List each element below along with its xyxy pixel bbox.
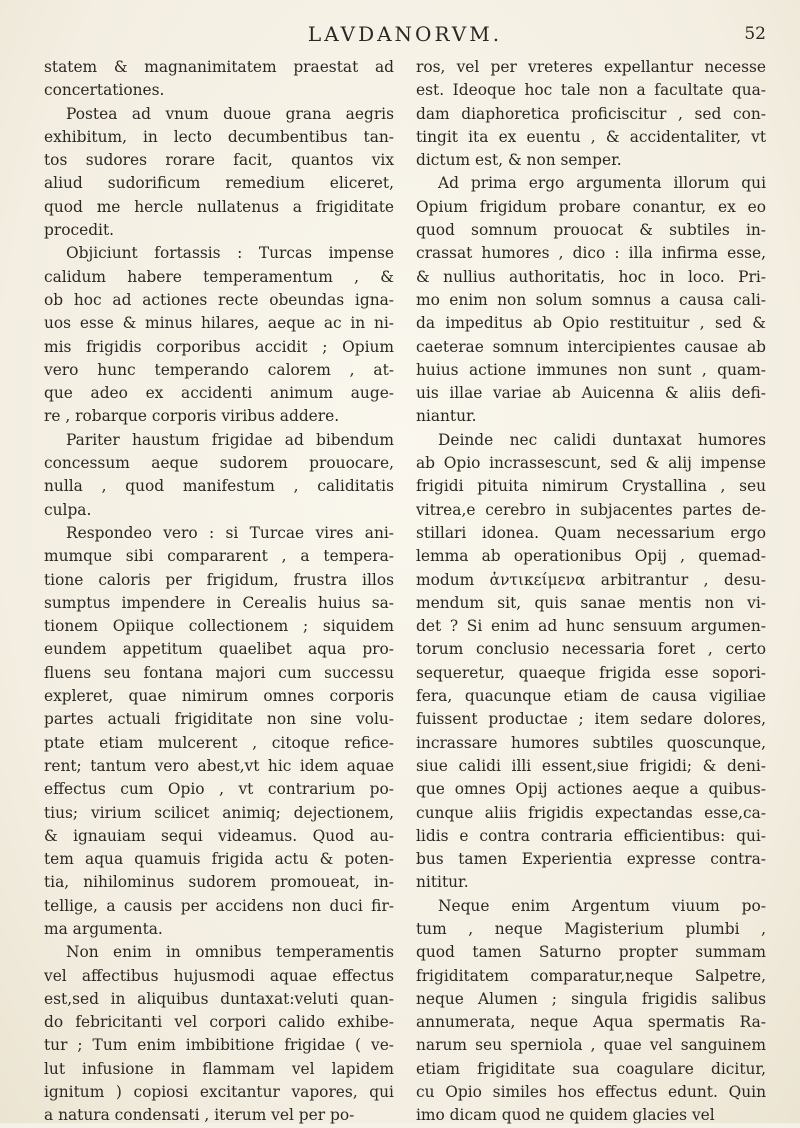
text-line: eundem appetitum quaelibet aqua pro- bbox=[44, 640, 394, 659]
text-line: fuissent productae ; item sedare dolores, bbox=[416, 710, 766, 729]
text-line: nulla , quod manifestum , caliditatis bbox=[44, 477, 394, 496]
text-line: huius actione immunes non sunt , quam- bbox=[416, 360, 766, 379]
text-line: rent; tantum vero abest,vt hic idem aquae bbox=[44, 756, 394, 775]
text-line: frigidi pituita nimirum Crystallina , seu bbox=[416, 477, 766, 496]
text-line: ob hoc ad actiones recte obeundas igna- bbox=[44, 290, 394, 309]
text-columns bbox=[44, 56, 766, 1128]
text-line: Postea ad vnum duoue grana aegris bbox=[66, 104, 394, 123]
text-line: aliud sudorificum remedium eliceret, bbox=[44, 174, 394, 193]
text-line: do febricitanti vel corpori calido exhibe- bbox=[44, 1013, 394, 1032]
text-line: modum ἀντικείμενα arbitrantur , desu- bbox=[416, 570, 766, 589]
page-number: 52 bbox=[744, 24, 766, 44]
text-line: concertationes. bbox=[44, 81, 165, 100]
text-line: fluens seu fontana majori cum successu bbox=[44, 663, 394, 682]
text-line: ptate etiam mulcerent , citoque refice- bbox=[44, 733, 394, 752]
text-line: que omnes Opij actiones aeque a quibus- bbox=[416, 780, 766, 799]
text-line: culpa. bbox=[44, 500, 92, 519]
text-line: ros, vel per vreteres expellantur necesse bbox=[416, 58, 766, 76]
text-line: & ignauiam sequi videamus. Quod au- bbox=[44, 826, 394, 845]
text-line: quod somnum prouocat & subtiles in- bbox=[416, 221, 766, 240]
text-line: cunque aliis frigidis expectandas esse,ca- bbox=[416, 803, 766, 822]
text-line: nititur. bbox=[416, 873, 469, 892]
text-line: vitrea,e cerebro in subjacentes partes de- bbox=[416, 500, 766, 519]
text-line: tia, nihilominus sudorem promoueat, in- bbox=[44, 873, 394, 892]
text-line: niantur. bbox=[416, 407, 477, 426]
text-line: re , robarque corporis viribus addere. bbox=[44, 407, 340, 426]
text-line: fera, quacunque etiam de causa vigiliae bbox=[416, 687, 766, 706]
text-line: frigiditatem comparatur,neque Salpetre, bbox=[416, 966, 766, 985]
text-line: cu Opio similes hos effectus edunt. Quin bbox=[416, 1083, 766, 1102]
right-column bbox=[416, 56, 766, 1128]
text-line: est. Ideoque hoc tale non a facultate qua- bbox=[416, 81, 766, 100]
text-line: tionem Opiique collectionem ; siquidem bbox=[44, 617, 394, 636]
text-line: statem & magnanimitatem praestat ad bbox=[44, 58, 394, 76]
text-line: tum , neque Magisterium plumbi , bbox=[416, 919, 766, 938]
text-line: da impeditus ab Opio restituitur , sed & bbox=[416, 314, 766, 333]
text-line: sumptus impendere in Cerealis huius sa- bbox=[44, 593, 394, 612]
text-line: dictum est, & non semper. bbox=[416, 151, 622, 170]
text-line: ma argumenta. bbox=[44, 919, 163, 938]
text-line: lemma ab operationibus Opij , quemad- bbox=[416, 547, 766, 566]
text-line: quod tamen Saturno propter summam bbox=[416, 943, 766, 962]
text-line: ab Opio incrassescunt, sed & alij impense bbox=[416, 454, 766, 473]
text-line: vel affectibus hujusmodi aquae effectus bbox=[44, 966, 394, 985]
text-line: effectus cum Opio , vt contrarium po- bbox=[44, 780, 394, 799]
text-line: Deinde nec calidi duntaxat humores bbox=[438, 430, 766, 449]
text-line: expleret, quae nimirum omnes corporis bbox=[44, 687, 394, 706]
text-line: Neque enim Argentum viuum po- bbox=[438, 896, 766, 915]
text-line: tellige, a causis per accidens non duci fir- bbox=[44, 896, 394, 915]
text-line: tos sudores rorare facit, quantos vix bbox=[44, 151, 394, 170]
text-line: crassat humores , dico : illa infirma esse, bbox=[416, 244, 766, 263]
text-line: ignitum ) copiosi excitantur vapores, qui bbox=[44, 1083, 394, 1102]
text-line: a natura condensati , iterum vel per po- bbox=[44, 1106, 355, 1125]
text-line: annumerata, neque Aqua spermatis Ra- bbox=[416, 1013, 766, 1032]
text-line: siue calidi illi essent,siue frigidi; & deni- bbox=[416, 756, 766, 775]
text-line: uis illae variae ab Auicenna & aliis defi- bbox=[416, 384, 766, 403]
text-line: tius; virium scilicet animiq; dejectionem, bbox=[44, 803, 394, 822]
text-line: dam diaphoretica proficiscitur , sed con- bbox=[416, 104, 766, 123]
text-line: exhibitum, in lecto decumbentibus tan- bbox=[44, 127, 394, 146]
text-line: est,sed in aliquibus duntaxat:veluti quan- bbox=[44, 989, 394, 1008]
text-line: mumque sibi compararent , a tempera- bbox=[44, 547, 394, 566]
text-line: Objiciunt fortassis : Turcas impense bbox=[66, 244, 394, 263]
text-line: det ? Si enim ad hunc sensuum argumen- bbox=[416, 617, 766, 636]
text-line: incrassare humores subtiles quoscunque, bbox=[416, 733, 766, 752]
text-line: sequeretur, quaeque frigida esse sopori- bbox=[416, 663, 766, 682]
running-title: LAVDANORVM. bbox=[307, 22, 503, 46]
text-line: uos esse & minus hilares, aeque ac in ni- bbox=[44, 314, 394, 333]
text-line: que adeo ex accidenti animum auge- bbox=[44, 384, 394, 403]
text-line: torum conclusio necessaria foret , certo bbox=[416, 640, 766, 659]
text-line: concessum aeque sudorem prouocare, bbox=[44, 454, 394, 473]
text-line: mis frigidis corporibus accidit ; Opium bbox=[44, 337, 394, 356]
text-line: quod me hercle nullatenus a frigiditate bbox=[44, 197, 394, 216]
text-line: lut infusione in flammam vel lapidem bbox=[44, 1059, 394, 1078]
text-line: caeterae somnum intercipientes causae ab bbox=[416, 337, 766, 356]
text-line: tione caloris per frigidum, frustra illos bbox=[44, 570, 394, 589]
text-line: narum seu sperniola , quae vel sanguinem bbox=[416, 1036, 766, 1055]
text-line: tem aqua quamuis frigida actu & poten- bbox=[44, 850, 394, 869]
text-line: Non enim in omnibus temperamentis bbox=[66, 943, 394, 962]
text-line: lidis e contra contraria efficientibus: qui- bbox=[416, 826, 766, 845]
text-line: tur ; Tum enim imbibitione frigidae ( ve- bbox=[44, 1036, 394, 1055]
text-line: stillari idonea. Quam necessarium ergo bbox=[416, 523, 766, 542]
text-line: bus tamen Experientia expresse contra- bbox=[416, 850, 766, 869]
text-line: mendum sit, quis sanae mentis non vi- bbox=[416, 593, 766, 612]
text-line: imo dicam quod ne quidem glacies vel bbox=[416, 1106, 715, 1125]
left-column bbox=[44, 56, 394, 1128]
running-head bbox=[44, 22, 766, 52]
text-line: Ad prima ergo argumenta illorum qui bbox=[438, 174, 766, 193]
text-line: Pariter haustum frigidae ad bibendum bbox=[66, 430, 394, 449]
text-line: neque Alumen ; singula frigidis salibus bbox=[416, 989, 766, 1008]
text-line: calidum habere temperamentum , & bbox=[44, 267, 394, 286]
text-line: Respondeo vero : si Turcae vires ani- bbox=[66, 523, 394, 542]
text-line: tingit ita ex euentu , & accidentaliter, vt bbox=[416, 127, 766, 146]
text-line: partes actuali frigiditate non sine volu- bbox=[44, 710, 394, 729]
text-line: mo enim non solum somnus a causa cali- bbox=[416, 290, 766, 309]
text-line: Opium frigidum probare conantur, ex eo bbox=[416, 197, 766, 216]
text-line: vero hunc temperando calorem , at- bbox=[44, 360, 394, 379]
text-line: & nullius authoritatis, hoc in loco. Pri- bbox=[416, 267, 766, 286]
text-line: procedit. bbox=[44, 221, 115, 240]
text-line: etiam frigiditate sua coagulare dicitur, bbox=[416, 1059, 766, 1078]
